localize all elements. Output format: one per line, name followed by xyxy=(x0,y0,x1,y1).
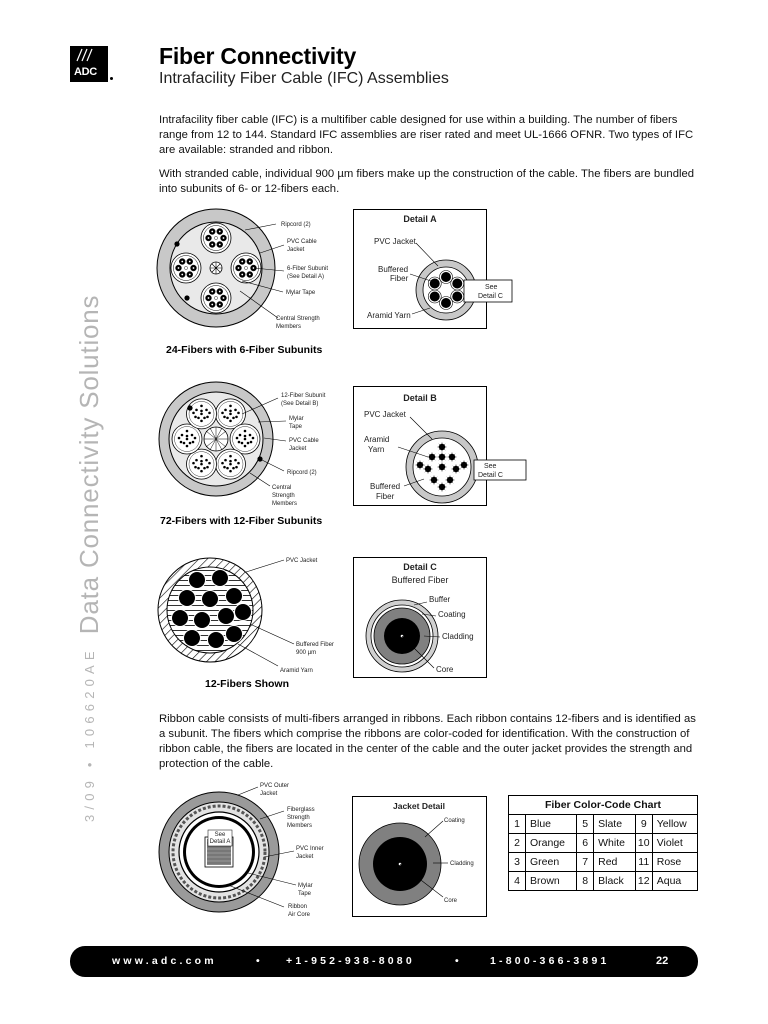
label-pvc-jacket-1: PVC Cable xyxy=(287,239,317,245)
label-fiberglass-2: Strength xyxy=(287,815,310,821)
color-name: Orange xyxy=(526,834,577,853)
logo-text: ADC xyxy=(74,66,97,78)
fiber-color-code-chart xyxy=(508,795,698,891)
label-jacket-1: PVC Cable xyxy=(289,438,319,444)
fiber-mark xyxy=(229,413,232,416)
fiber-mark xyxy=(232,417,235,420)
detail-b-buffered-2: Fiber xyxy=(376,492,395,501)
logo-stripes-icon xyxy=(74,49,104,61)
color-number: 7 xyxy=(577,853,594,872)
ribbon-cable-diagram xyxy=(150,777,355,922)
footer-page-number: 22 xyxy=(656,955,669,967)
stranded-paragraph: With stranded cable, individual 900 µm fibers make up the construction of the cable. The fibers are bundled into subunits of 6- or 12-fibers each. xyxy=(159,168,695,195)
fiber-mark xyxy=(211,291,213,293)
figure-12-caption: 12-Fibers Shown xyxy=(205,678,290,690)
color-chart-row xyxy=(509,853,698,872)
fiber-mark xyxy=(237,462,240,465)
detail-c-subtitle: Buffered Fiber xyxy=(391,575,449,585)
fiber-mark xyxy=(229,460,232,463)
label-inner-2: Jacket xyxy=(296,854,314,860)
fiber-mark xyxy=(186,438,189,441)
color-number: 4 xyxy=(509,872,526,891)
fiber-mark xyxy=(206,416,209,419)
color-number: 2 xyxy=(509,834,526,853)
fiber-mark xyxy=(249,274,251,276)
fiber-mark xyxy=(229,410,232,413)
detail-b-buffered-1: Buffered xyxy=(370,482,401,491)
color-name: Black xyxy=(594,872,636,891)
fiber-mark xyxy=(184,630,200,646)
fiber-mark xyxy=(211,304,213,306)
page-subtitle: Intrafacility Fiber Cable (IFC) Assemblies xyxy=(159,70,449,87)
fiber-mark xyxy=(229,463,232,466)
footer-separator-1: • xyxy=(256,955,263,967)
fiber-mark xyxy=(194,466,197,469)
detail-a-title: Detail A xyxy=(403,214,437,224)
label-see-2: Detail A xyxy=(209,839,231,845)
fiber-mark xyxy=(219,244,221,246)
label-subunit-2: (See Detail B) xyxy=(281,401,319,407)
fiber-mark xyxy=(189,442,192,445)
fiber-mark xyxy=(229,405,232,408)
color-name: Green xyxy=(526,853,577,872)
fiber-mark xyxy=(192,441,195,444)
fiber-mark xyxy=(214,296,217,299)
label-mylar-1: Mylar xyxy=(289,416,304,422)
fiber-mark xyxy=(224,409,227,412)
fiber-mark xyxy=(218,608,234,624)
fiber-mark xyxy=(202,591,218,607)
fiber-mark xyxy=(205,459,208,462)
sidebar-section-title: Data Connectivity Solutions xyxy=(73,294,104,635)
fiber-mark xyxy=(189,261,191,263)
detail-b-aramid-1: Aramid xyxy=(364,435,390,444)
fiber-mark xyxy=(200,413,203,416)
color-number: 1 xyxy=(509,815,526,834)
fiber-mark xyxy=(234,409,237,412)
label-inner-1: PVC Inner xyxy=(296,846,324,852)
fiber-mark xyxy=(200,470,203,473)
fiber-mark xyxy=(212,570,228,586)
fiber-mark xyxy=(178,267,180,269)
fiber-mark xyxy=(200,405,203,408)
fiber-mark xyxy=(180,441,183,444)
fiber-mark xyxy=(206,466,209,469)
fiber-mark xyxy=(238,267,240,269)
label-mylar-2: Tape xyxy=(289,424,303,430)
fiber-mark xyxy=(229,420,232,423)
detail-c-coating: Coating xyxy=(438,610,466,619)
label-subunit-1: 12-Fiber Subunit xyxy=(281,393,326,399)
detail-a-pvc-label: PVC Jacket xyxy=(374,237,416,246)
color-name: White xyxy=(594,834,636,853)
fiber-mark xyxy=(211,244,213,246)
detail-a-diagram xyxy=(354,210,503,328)
label-ribbon-1: Ribbon xyxy=(288,904,308,910)
detail-b-see-2: Detail C xyxy=(478,472,503,479)
fiber-mark xyxy=(237,412,240,415)
detail-c-diagram xyxy=(354,558,486,677)
fiber-mark xyxy=(195,459,198,462)
fiber-mark xyxy=(229,470,232,473)
fiber-mark xyxy=(232,467,235,470)
fiber-mark xyxy=(208,632,224,648)
fiber-mark xyxy=(224,459,227,462)
cable-cross-section-72-diagram xyxy=(150,378,350,514)
fiber-mark xyxy=(244,445,247,448)
color-name: Slate xyxy=(594,815,636,834)
fiber-mark xyxy=(430,292,440,302)
color-number: 12 xyxy=(635,872,652,891)
fiber-mark xyxy=(200,460,203,463)
label-jacket-2: Jacket xyxy=(289,446,307,452)
color-number: 11 xyxy=(635,853,652,872)
fiber-mark xyxy=(221,462,224,465)
figure-ribbon-cable xyxy=(150,777,355,922)
sidebar-date-code: 3/09 • 106620AE xyxy=(81,646,97,822)
adc-logo xyxy=(70,46,108,82)
label-buffered-1: Buffered Fiber xyxy=(296,642,334,648)
fiber-mark xyxy=(235,416,238,419)
fiber-mark xyxy=(226,588,242,604)
label-mylar-1: Mylar xyxy=(298,883,313,889)
jacket-detail-cladding: Cladding xyxy=(450,861,474,867)
detail-a-see-2: Detail C xyxy=(478,293,503,300)
color-name: Violet xyxy=(652,834,697,853)
fiber-mark xyxy=(430,279,440,289)
fiber-mark xyxy=(223,297,225,299)
fiber-mark xyxy=(200,410,203,413)
label-buffered-2: 900 µm xyxy=(296,650,317,656)
fiber-mark xyxy=(249,261,251,263)
cable-cross-section-24-diagram xyxy=(150,205,350,335)
color-chart-title: Fiber Color-Code Chart xyxy=(509,796,698,815)
figure-72-caption: 72-Fibers with 12-Fiber Subunits xyxy=(160,515,323,527)
color-chart-row xyxy=(509,872,698,891)
label-fiberglass-3: Members xyxy=(287,823,313,829)
detail-c-title: Detail C xyxy=(403,562,437,572)
fiber-mark xyxy=(244,435,247,438)
fiber-mark xyxy=(249,434,252,437)
fiber-mark xyxy=(223,416,226,419)
fiber-mark xyxy=(244,266,247,269)
jacket-detail-title: Jacket Detail xyxy=(393,801,445,811)
cable-cross-section-12-diagram xyxy=(150,548,350,678)
fiber-mark xyxy=(221,412,224,415)
fiber-mark xyxy=(236,437,239,440)
fiber-mark xyxy=(235,604,251,620)
fiber-mark xyxy=(191,434,194,437)
footer-phone-1: +1-952-938-8080 xyxy=(286,955,415,967)
fiber-mark xyxy=(452,292,462,302)
detail-b-pvc: PVC Jacket xyxy=(364,410,406,419)
fiber-mark xyxy=(214,236,217,239)
fiber-mark xyxy=(192,462,195,465)
fiber-mark xyxy=(223,237,225,239)
label-subunit-1: 6-Fiber Subunit xyxy=(287,266,329,272)
fiber-mark xyxy=(192,412,195,415)
detail-b-aramid-2: Yarn xyxy=(368,445,385,454)
label-strength-2: Strength xyxy=(272,493,295,499)
fiber-mark xyxy=(181,434,184,437)
fiber-mark xyxy=(219,291,221,293)
fiber-mark xyxy=(205,409,208,412)
detail-c-cladding: Cladding xyxy=(442,632,474,641)
color-number: 8 xyxy=(577,872,594,891)
fiber-mark xyxy=(193,267,195,269)
fiber-mark xyxy=(234,459,237,462)
fiber-mark xyxy=(219,231,221,233)
label-subunit-2: (See Detail A) xyxy=(287,274,325,280)
figure-72-fiber-cable xyxy=(150,378,350,514)
fiber-mark xyxy=(211,231,213,233)
detail-a-buffered-2: Fiber xyxy=(390,274,409,283)
fiber-mark xyxy=(208,237,210,239)
color-name: Yellow xyxy=(652,815,697,834)
label-outer-2: Jacket xyxy=(260,791,278,797)
detail-c-box xyxy=(353,557,487,678)
label-outer-1: PVC Outer xyxy=(260,783,290,789)
fiber-mark xyxy=(208,412,211,415)
detail-c-buffer: Buffer xyxy=(429,595,451,604)
fiber-mark xyxy=(186,445,189,448)
fiber-mark xyxy=(441,298,451,308)
fiber-mark xyxy=(226,626,242,642)
color-number: 5 xyxy=(577,815,594,834)
fiber-mark xyxy=(178,437,181,440)
label-strength-1: Central Strength xyxy=(276,316,320,322)
color-number: 9 xyxy=(635,815,652,834)
label-see-1: See xyxy=(214,832,226,838)
figure-24-caption: 24-Fibers with 6-Fiber Subunits xyxy=(166,344,323,356)
detail-c-core: Core xyxy=(436,665,454,674)
fiber-mark xyxy=(226,417,229,420)
label-mylar-2: Tape xyxy=(298,891,312,897)
fiber-mark xyxy=(244,438,247,441)
fiber-mark xyxy=(189,274,191,276)
fiber-mark xyxy=(452,279,462,289)
fiber-mark xyxy=(197,417,200,420)
fiber-mark xyxy=(195,409,198,412)
color-chart-row xyxy=(509,815,698,834)
fiber-mark xyxy=(219,304,221,306)
color-number: 10 xyxy=(635,834,652,853)
fiber-mark xyxy=(238,441,241,444)
fiber-mark xyxy=(181,274,183,276)
footer-separator-2: • xyxy=(455,955,462,967)
fiber-mark xyxy=(208,462,211,465)
fiber-mark xyxy=(197,467,200,470)
fiber-mark xyxy=(441,272,451,282)
label-strength-1: Central xyxy=(272,485,292,491)
footer-url: www.adc.com xyxy=(112,955,217,967)
fiber-mark xyxy=(181,261,183,263)
detail-b-box xyxy=(353,386,503,506)
color-chart-row xyxy=(509,834,698,853)
fiber-mark xyxy=(252,437,255,440)
fiber-mark xyxy=(186,430,189,433)
label-mylar-tape: Mylar Tape xyxy=(286,290,316,296)
ribbon-paragraph: Ribbon cable consists of multi-fibers arranged in ribbons. Each ribbon contains 12-fibers and is identified as a subunit. The fibers which comprise the ribbons are color-coded for identification. With the construction of ribbon cable, the fibers are located in the center of the cable and the outer jacket provides the strength and protection of the cable. xyxy=(159,713,696,770)
fiber-mark xyxy=(250,441,253,444)
detail-b-title: Detail B xyxy=(403,393,437,403)
jacket-detail-coating: Coating xyxy=(444,818,465,824)
color-name: Rose xyxy=(652,853,697,872)
label-strength-2: Members xyxy=(276,324,302,330)
footer-bar xyxy=(70,946,698,977)
jacket-detail-box xyxy=(352,796,487,917)
fiber-mark xyxy=(200,455,203,458)
fiber-mark xyxy=(200,463,203,466)
fiber-mark xyxy=(235,466,238,469)
label-ripcord: Ripcord (2) xyxy=(287,470,317,476)
color-number: 6 xyxy=(577,834,594,853)
intro-paragraph: Intrafacility fiber cable (IFC) is a multifiber cable designed for use within a building. The number of fibers range from 12 to 144. Standard IFC assemblies are riser rated and meet UL-1666 OFNR. Two types of IFC are available: stranded and ribbon. xyxy=(159,114,694,156)
fiber-mark xyxy=(244,430,247,433)
fiber-mark xyxy=(189,572,205,588)
detail-b-diagram xyxy=(354,387,503,505)
detail-a-see-1: See xyxy=(485,284,498,291)
fiber-mark xyxy=(247,442,250,445)
label-fiberglass-1: Fiberglass xyxy=(287,807,315,813)
fiber-mark xyxy=(183,442,186,445)
page-title: Fiber Connectivity xyxy=(159,43,357,69)
fiber-mark xyxy=(226,467,229,470)
fiber-mark xyxy=(241,274,243,276)
color-name: Brown xyxy=(526,872,577,891)
detail-a-box xyxy=(353,209,503,329)
fiber-mark xyxy=(203,467,206,470)
fiber-mark xyxy=(194,437,197,440)
label-ribbon-2: Air Core xyxy=(288,912,311,918)
fiber-mark xyxy=(223,466,226,469)
fiber-mark xyxy=(241,442,244,445)
fiber-mark xyxy=(239,434,242,437)
fiber-mark xyxy=(229,455,232,458)
detail-a-aramid: Aramid Yarn xyxy=(367,311,411,320)
logo-registered-dot xyxy=(110,77,113,80)
jacket-detail-diagram xyxy=(353,797,486,916)
fiber-mark xyxy=(203,417,206,420)
fiber-mark xyxy=(172,610,188,626)
detail-b-see-1: See xyxy=(484,463,497,470)
jacket-detail-core: Core xyxy=(444,898,458,904)
fiber-mark xyxy=(194,416,197,419)
figure-24-fiber-cable xyxy=(150,205,350,335)
label-aramid: Aramid Yarn xyxy=(280,668,313,674)
label-pvc-jacket-2: Jacket xyxy=(287,247,305,253)
label-ripcord: Ripcord (2) xyxy=(281,222,311,228)
fiber-mark xyxy=(208,297,210,299)
figure-12-fiber-cable xyxy=(150,548,350,678)
color-name: Aqua xyxy=(652,872,697,891)
fiber-mark xyxy=(184,266,187,269)
footer-phone-2: 1-800-366-3891 xyxy=(490,955,610,967)
label-strength-3: Members xyxy=(272,501,298,507)
sidebar-vertical xyxy=(72,212,106,822)
color-name: Blue xyxy=(526,815,577,834)
fiber-mark xyxy=(186,435,189,438)
label-pvc-jacket: PVC Jacket xyxy=(286,558,318,564)
color-name: Red xyxy=(594,853,636,872)
detail-a-buffered-1: Buffered xyxy=(378,265,409,274)
fiber-mark xyxy=(200,420,203,423)
fiber-mark xyxy=(241,261,243,263)
color-number: 3 xyxy=(509,853,526,872)
fiber-mark xyxy=(194,612,210,628)
fiber-mark xyxy=(179,590,195,606)
